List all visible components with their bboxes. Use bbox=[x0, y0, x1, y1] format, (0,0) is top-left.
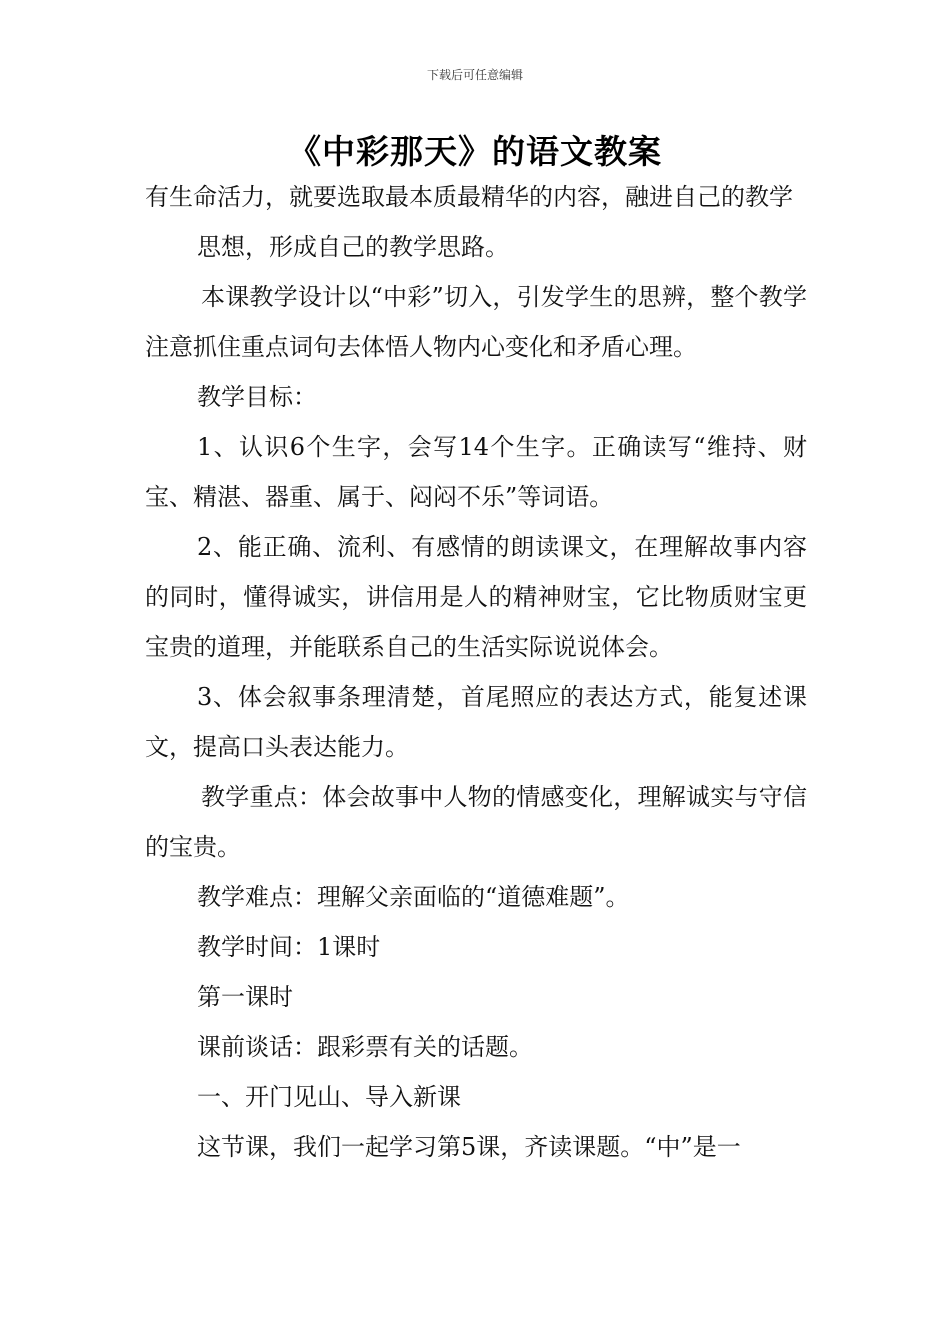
paragraph-1: 有生命活力，就要选取最本质最精华的内容，融进自己的教学 bbox=[145, 183, 793, 211]
paragraph-6: 2、能正确、流利、有感情的朗读课文，在理解故事内容的同时，懂得诚实，讲信用是人的精神财宝，它比物质财宝更宝贵的道理，并能联系自己的生活实际说说体会。 bbox=[145, 533, 807, 661]
paragraph-10: 教学时间：1课时 bbox=[197, 933, 381, 961]
document-title: 《中彩那天》的语文教案 bbox=[288, 132, 662, 171]
paragraph-5: 1、认识6个生字，会写14个生字。正确读写“维持、财宝、精湛、器重、属于、闷闷不乐”等词语。 bbox=[145, 433, 807, 511]
paragraph-2: 思想，形成自己的教学思路。 bbox=[197, 233, 509, 261]
header-note: 下载后可任意编辑 bbox=[426, 68, 523, 82]
paragraph-13: 一、开门见山、导入新课 bbox=[197, 1083, 461, 1111]
paragraph-11: 第一课时 bbox=[197, 983, 293, 1011]
paragraph-3: 本课教学设计以“中彩”切入，引发学生的思辨，整个教学注意抓住重点词句去体悟人物内心变化和矛盾心理。 bbox=[145, 283, 807, 361]
paragraph-8: 教学重点：体会故事中人物的情感变化，理解诚实与守信的宝贵。 bbox=[145, 783, 807, 861]
paragraph-7: 3、体会叙事条理清楚，首尾照应的表达方式，能复述课文，提高口头表达能力。 bbox=[145, 683, 807, 761]
paragraph-12: 课前谈话：跟彩票有关的话题。 bbox=[197, 1033, 533, 1061]
paragraph-4: 教学目标： bbox=[197, 383, 317, 411]
paragraph-9: 教学难点：理解父亲面临的“道德难题”。 bbox=[197, 883, 630, 911]
paragraph-14: 这节课，我们一起学习第5课，齐读课题。“中”是一 bbox=[197, 1133, 741, 1161]
document-body bbox=[145, 172, 807, 1172]
